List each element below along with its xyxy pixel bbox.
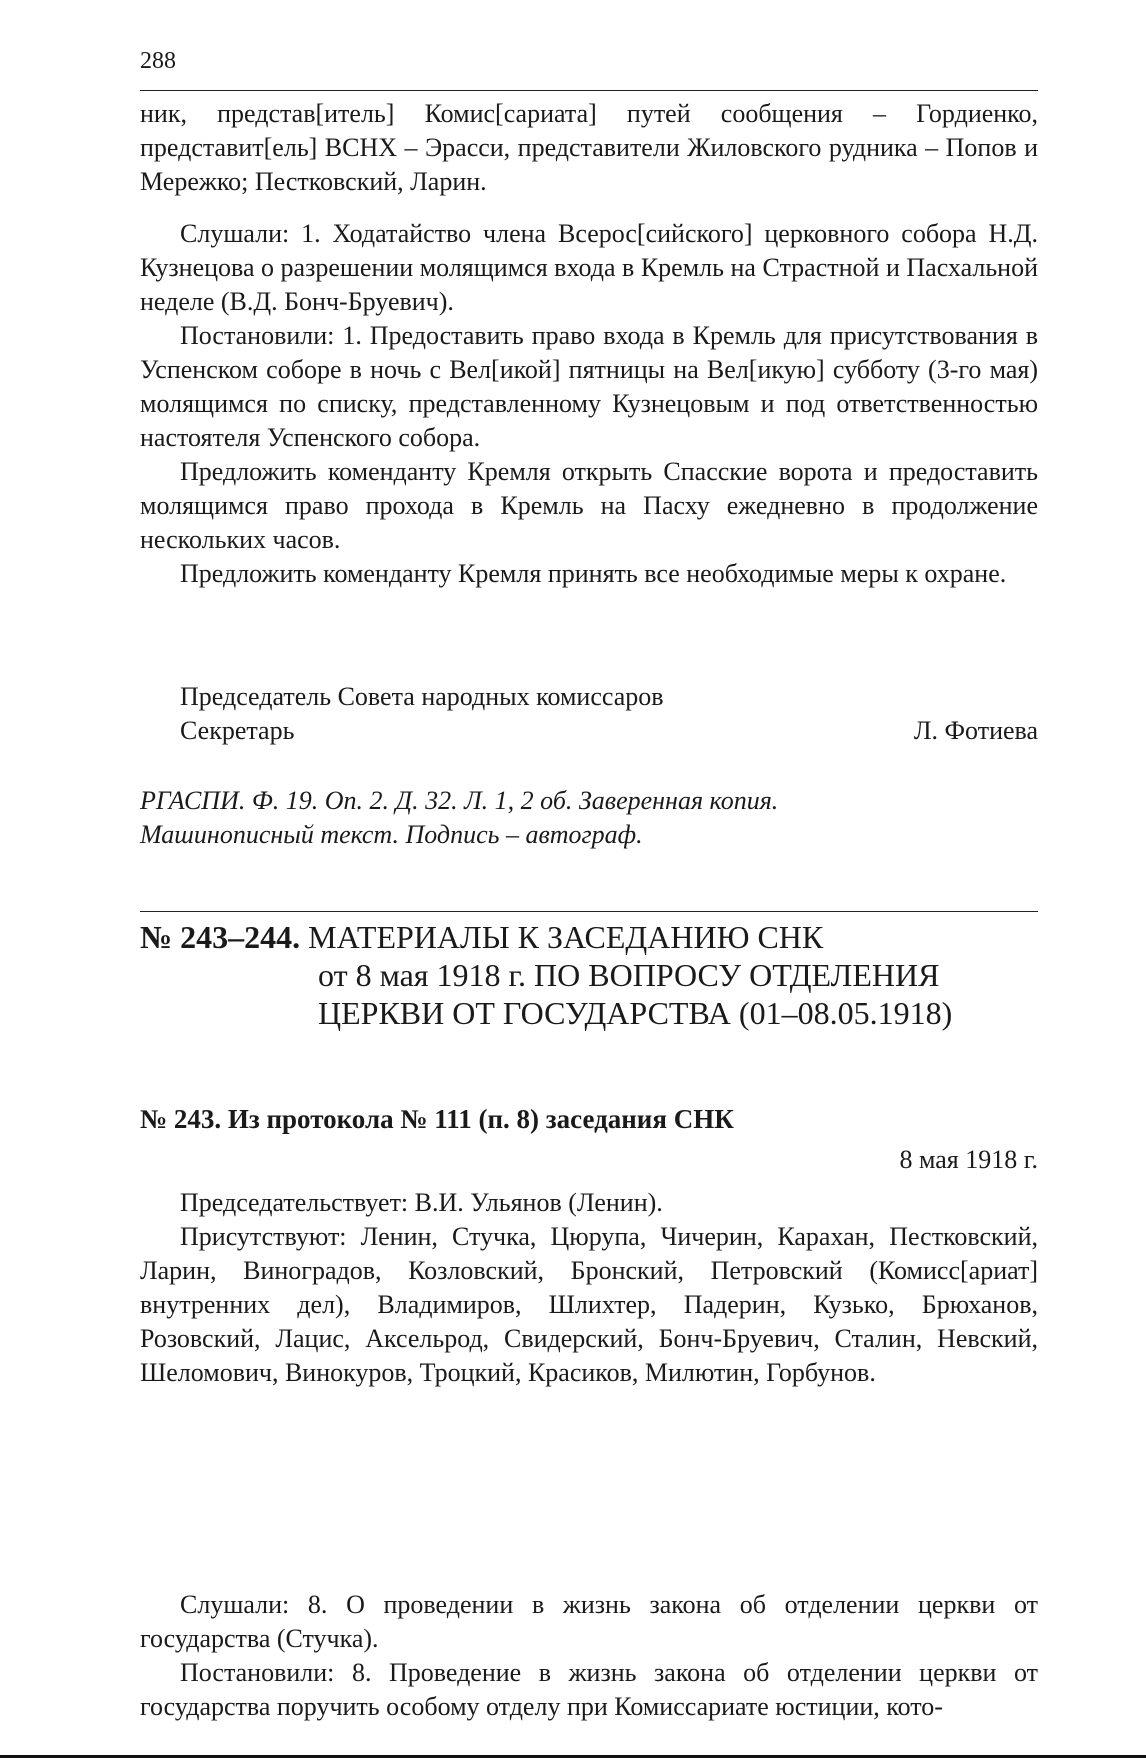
source-line-1: РГАСПИ. Ф. 19. Оп. 2. Д. 32. Л. 1, 2 об. Заверенная копия. bbox=[140, 786, 779, 815]
continuation-text: ник, представ[итель] Комис[сариата] путей сообщения – Гордиенко, представит[ель] ВСНХ – Эрасси, представители Жиловского рудника – Попов и Мережко; Пестковский, Ларин. bbox=[140, 99, 1038, 196]
signature-chairman bbox=[180, 680, 1038, 714]
doc243-date: 8 мая 1918 г. bbox=[899, 1145, 1038, 1174]
doc243-decided: Постановили: 8. Проведение в жизнь закона об отделении церкви от государства поручить особому отделу при Комиссариате юстиции, кото- bbox=[140, 1658, 1038, 1721]
doc243-chair: Председательствует: В.И. Ульянов (Ленин). bbox=[180, 1188, 663, 1217]
source-line-2: Машинописный текст. Подпись – автограф. bbox=[140, 820, 643, 849]
doc242-proposal-1: Предложить коменданту Кремля открыть Спасские ворота и предоставить молящимся право прохода в Кремль на Пасху ежедневно в продолжение нескольких часов. bbox=[140, 457, 1038, 554]
page-number: 288 bbox=[140, 48, 176, 74]
doc242-decided: Постановили: 1. Предоставить право входа в Кремль для присутствования в Успенском соборе в ночь с Вел[икой] пятницы на Вел[икую] субботу (3-го мая) молящимся по списку, представленному Кузнецовым и под ответственностью настоятеля Успенского собора. bbox=[140, 321, 1038, 452]
signature-secretary bbox=[180, 714, 1038, 748]
doc243-body bbox=[140, 1186, 1038, 1390]
secretary-name: Л. Фотиева bbox=[913, 716, 1038, 745]
doc242-body bbox=[140, 217, 1038, 591]
section-title-line-1: МАТЕРИАЛЫ К ЗАСЕДАНИЮ СНК bbox=[308, 919, 824, 955]
header-rule bbox=[140, 90, 1038, 91]
section-title bbox=[140, 918, 1038, 1032]
section-rule bbox=[140, 911, 1038, 912]
secretary-label: Секретарь bbox=[180, 716, 295, 745]
section-title-line-2: от 8 мая 1918 г. ПО ВОПРОСУ ОТДЕЛЕНИЯ bbox=[318, 957, 940, 993]
doc243-present: Присутствуют: Ленин, Стучка, Цюрупа, Чичерин, Карахан, Пестковский, Ларин, Виноградов, Козловский, Бронский, Петровский (Комисс[ариат] внутренних дел), Владимиров, Шлихтер, Падерин, Кузько, Брюханов, Розовский, Лацис, Аксельрод, Свидерский, Бонч-Бруевич, Сталин, Невский, Шеломович, Винокуров, Троцкий, Красиков, Милютин, Горбунов. bbox=[140, 1222, 1038, 1387]
continuation-paragraph bbox=[140, 97, 1038, 199]
archival-source bbox=[140, 784, 1038, 852]
doc242-heard: Слушали: 1. Ходатайство члена Всерос[сийского] церковного собора Н.Д. Кузнецова о разрешении молящимся входа в Кремль на Страстной и Пасхальной неделе (В.Д. Бонч-Бруевич). bbox=[140, 219, 1038, 316]
doc242-proposal-2: Предложить коменданту Кремля принять все необходимые меры к охране. bbox=[180, 559, 1007, 588]
section-title-line-3: ЦЕРКВИ ОТ ГОСУДАРСТВА (01–08.05.1918) bbox=[318, 995, 953, 1031]
section-number: № 243–244. bbox=[140, 919, 301, 955]
doc243-heard: Слушали: 8. О проведении в жизнь закона об отделении церкви от государства (Стучка). bbox=[140, 1590, 1038, 1653]
chairman-label: Председатель Совета народных комиссаров bbox=[180, 682, 664, 711]
doc243-resolution bbox=[140, 1588, 1038, 1724]
doc243-title: № 243. Из протокола № 111 (п. 8) заседания СНК bbox=[140, 1104, 734, 1134]
document-page bbox=[140, 0, 1038, 1758]
